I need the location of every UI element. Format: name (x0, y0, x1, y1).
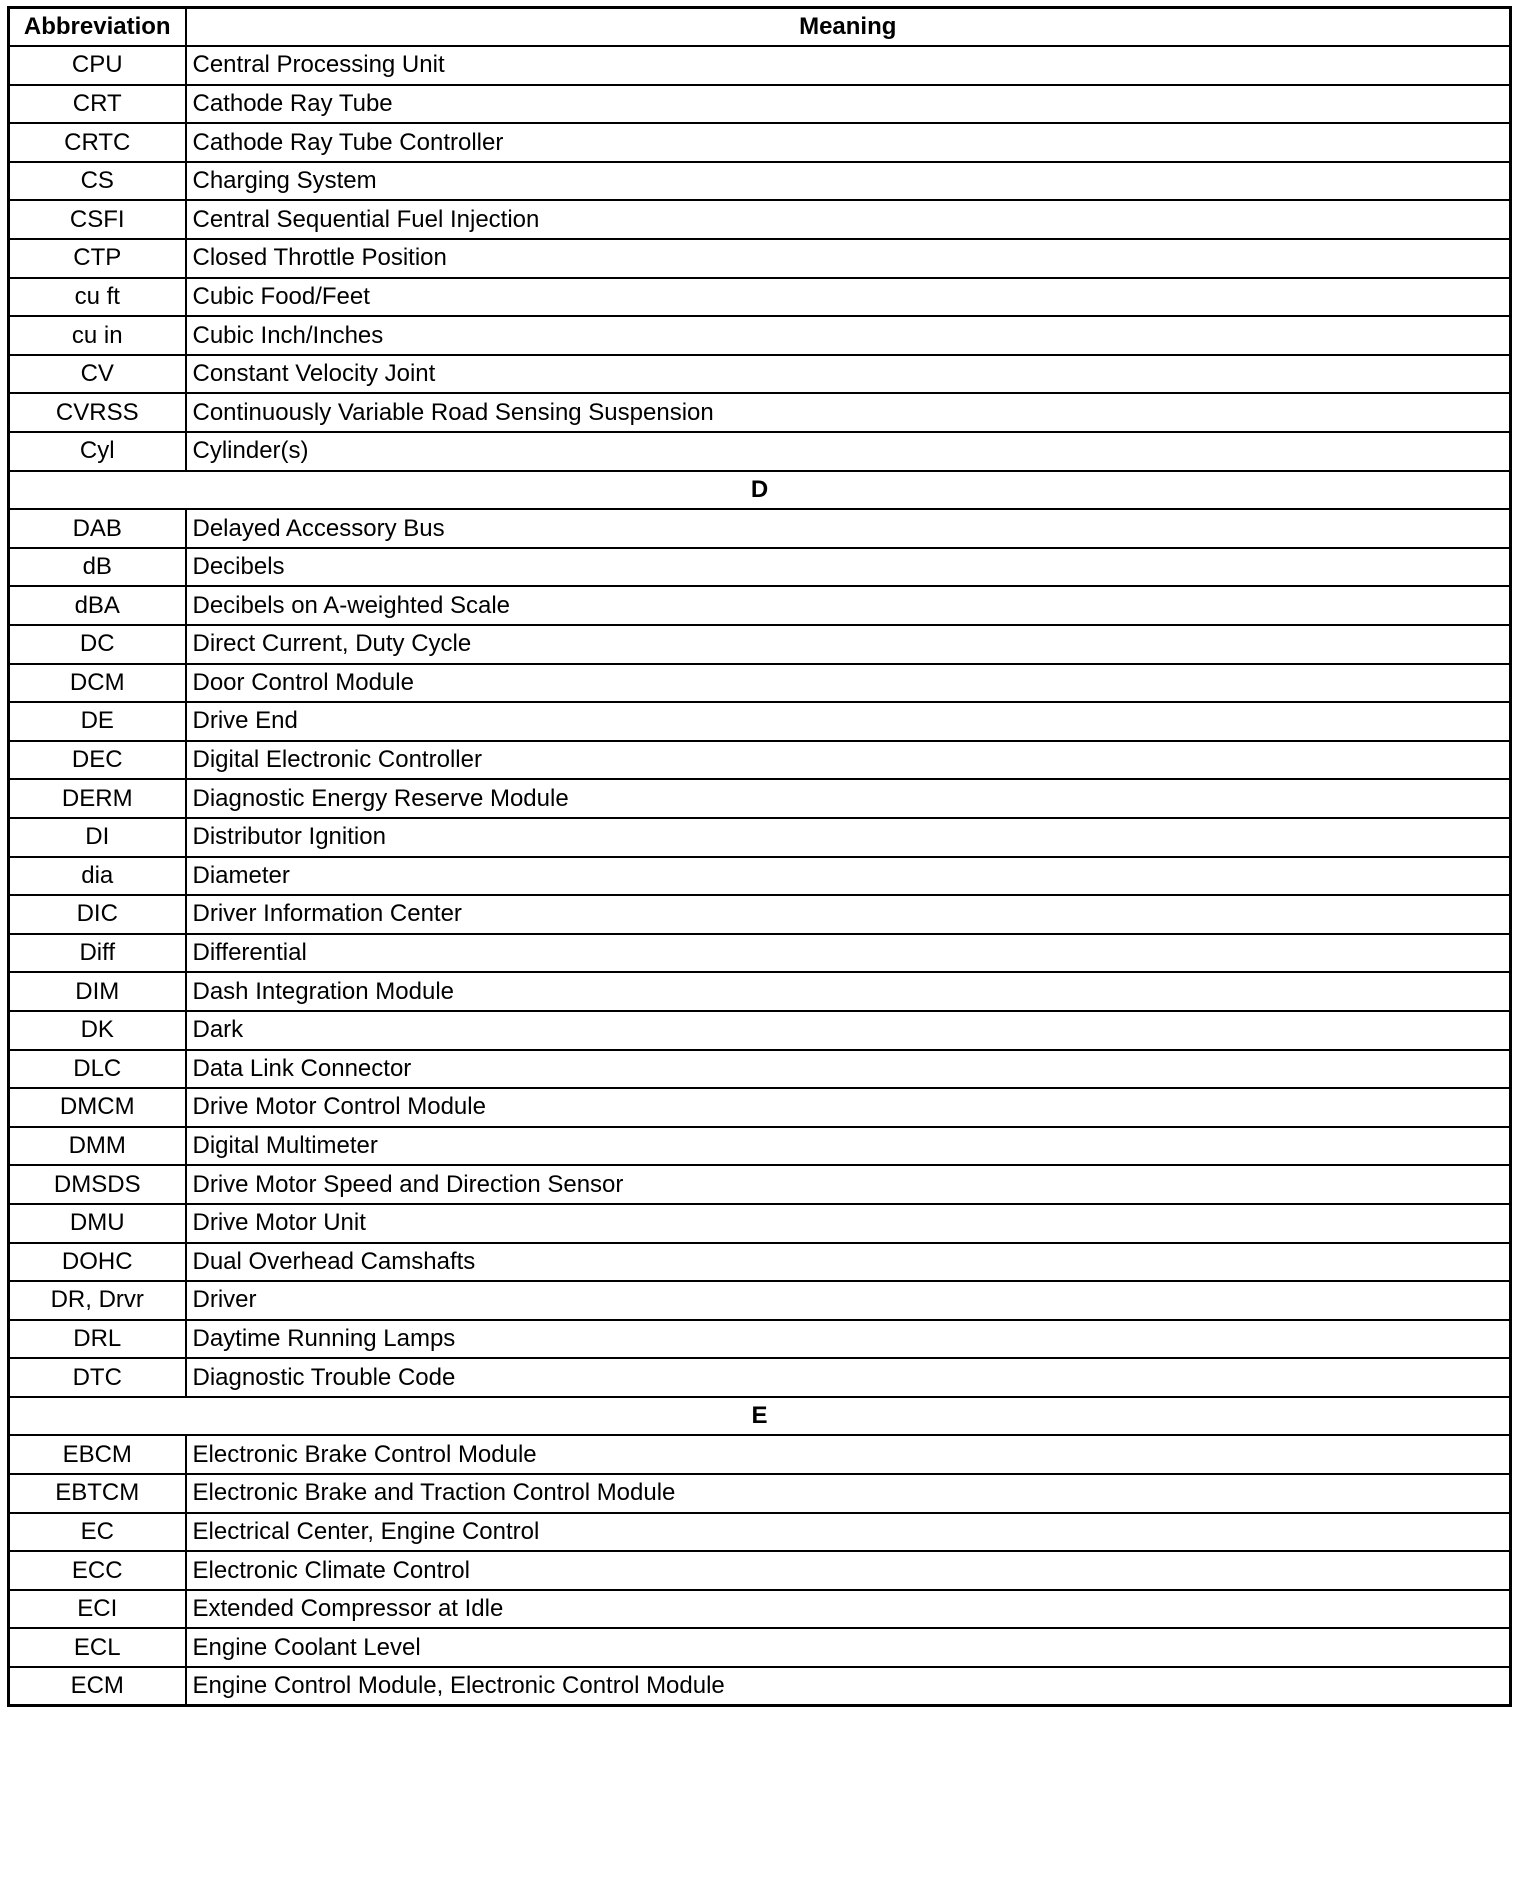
abbreviation-cell: DAB (9, 509, 186, 548)
meaning-cell: Electronic Climate Control (186, 1551, 1511, 1590)
abbreviation-cell: CS (9, 162, 186, 201)
meaning-cell: Drive Motor Control Module (186, 1088, 1511, 1127)
meaning-cell: Engine Control Module, Electronic Control Module (186, 1667, 1511, 1706)
table-row (9, 200, 1511, 239)
meaning-cell: Distributor Ignition (186, 818, 1511, 857)
abbreviation-cell: cu ft (9, 278, 186, 317)
table-row (9, 934, 1511, 973)
table-row (9, 1281, 1511, 1320)
abbreviation-cell: Diff (9, 934, 186, 973)
table-row (9, 741, 1511, 780)
header-row (9, 8, 1511, 47)
abbreviation-cell: cu in (9, 316, 186, 355)
abbreviation-cell: DR, Drvr (9, 1281, 186, 1320)
table-row (9, 702, 1511, 741)
meaning-cell: Digital Multimeter (186, 1127, 1511, 1166)
abbreviation-cell: ECC (9, 1551, 186, 1590)
abbreviation-cell: DLC (9, 1050, 186, 1089)
table-row (9, 818, 1511, 857)
meaning-cell: Data Link Connector (186, 1050, 1511, 1089)
abbreviation-cell: CTP (9, 239, 186, 278)
abbreviation-cell: ECM (9, 1667, 186, 1706)
abbreviation-cell: DRL (9, 1320, 186, 1359)
table-row (9, 316, 1511, 355)
table-row (9, 625, 1511, 664)
meaning-cell: Cubic Inch/Inches (186, 316, 1511, 355)
abbreviation-column-header: Abbreviation (9, 8, 186, 47)
abbreviation-cell: DMCM (9, 1088, 186, 1127)
table-row (9, 393, 1511, 432)
table-row (9, 123, 1511, 162)
abbreviation-table (7, 6, 1512, 1707)
meaning-cell: Diagnostic Trouble Code (186, 1358, 1511, 1397)
abbreviation-cell: CRT (9, 85, 186, 124)
table-row (9, 1358, 1511, 1397)
abbreviation-cell: ECL (9, 1628, 186, 1667)
meaning-cell: Driver (186, 1281, 1511, 1320)
table-row (9, 509, 1511, 548)
abbreviation-cell: DI (9, 818, 186, 857)
abbreviation-cell: CRTC (9, 123, 186, 162)
table-row (9, 1320, 1511, 1359)
table-row (9, 779, 1511, 818)
meaning-cell: Extended Compressor at Idle (186, 1590, 1511, 1629)
meaning-cell: Cubic Food/Feet (186, 278, 1511, 317)
meaning-cell: Closed Throttle Position (186, 239, 1511, 278)
meaning-cell: Delayed Accessory Bus (186, 509, 1511, 548)
table-row (9, 239, 1511, 278)
abbreviation-cell: CPU (9, 46, 186, 85)
section-row (9, 471, 1511, 510)
meaning-cell: Charging System (186, 162, 1511, 201)
abbreviation-cell: ECI (9, 1590, 186, 1629)
abbreviation-cell: DC (9, 625, 186, 664)
meaning-cell: Daytime Running Lamps (186, 1320, 1511, 1359)
table-row (9, 432, 1511, 471)
meaning-cell: Engine Coolant Level (186, 1628, 1511, 1667)
abbreviation-cell: DMU (9, 1204, 186, 1243)
table-row (9, 1050, 1511, 1089)
meaning-cell: Digital Electronic Controller (186, 741, 1511, 780)
abbreviation-cell: CVRSS (9, 393, 186, 432)
table-row (9, 1088, 1511, 1127)
table-row (9, 1667, 1511, 1706)
table-row (9, 548, 1511, 587)
meaning-cell: Electronic Brake Control Module (186, 1435, 1511, 1474)
meaning-cell: Drive Motor Speed and Direction Sensor (186, 1165, 1511, 1204)
abbreviation-cell: CV (9, 355, 186, 394)
table-body (9, 46, 1511, 1706)
section-letter: D (9, 471, 1511, 510)
table-row (9, 1165, 1511, 1204)
meaning-cell: Diameter (186, 857, 1511, 896)
section-row (9, 1397, 1511, 1436)
meaning-cell: Dual Overhead Camshafts (186, 1243, 1511, 1282)
abbreviation-cell: CSFI (9, 200, 186, 239)
abbreviation-cell: DE (9, 702, 186, 741)
table-row (9, 1127, 1511, 1166)
meaning-cell: Dash Integration Module (186, 972, 1511, 1011)
abbreviation-cell: DIC (9, 895, 186, 934)
meaning-cell: Diagnostic Energy Reserve Module (186, 779, 1511, 818)
meaning-cell: Cylinder(s) (186, 432, 1511, 471)
meaning-cell: Drive Motor Unit (186, 1204, 1511, 1243)
meaning-cell: Driver Information Center (186, 895, 1511, 934)
table-row (9, 355, 1511, 394)
meaning-cell: Constant Velocity Joint (186, 355, 1511, 394)
meaning-cell: Electrical Center, Engine Control (186, 1513, 1511, 1552)
meaning-cell: Dark (186, 1011, 1511, 1050)
table-row (9, 46, 1511, 85)
table-row (9, 1628, 1511, 1667)
meaning-cell: Decibels on A-weighted Scale (186, 586, 1511, 625)
abbreviation-cell: DTC (9, 1358, 186, 1397)
table-row (9, 586, 1511, 625)
abbreviation-cell: DCM (9, 664, 186, 703)
table-row (9, 1551, 1511, 1590)
abbreviation-cell: DOHC (9, 1243, 186, 1282)
meaning-cell: Cathode Ray Tube Controller (186, 123, 1511, 162)
table-row (9, 162, 1511, 201)
abbreviation-cell: DMSDS (9, 1165, 186, 1204)
meaning-cell: Central Processing Unit (186, 46, 1511, 85)
table-row (9, 1243, 1511, 1282)
section-letter: E (9, 1397, 1511, 1436)
meaning-cell: Continuously Variable Road Sensing Suspension (186, 393, 1511, 432)
meaning-cell: Door Control Module (186, 664, 1511, 703)
meaning-column-header: Meaning (186, 8, 1511, 47)
table-row (9, 1011, 1511, 1050)
table-row (9, 1435, 1511, 1474)
abbreviation-cell: DEC (9, 741, 186, 780)
abbreviation-cell: Cyl (9, 432, 186, 471)
meaning-cell: Electronic Brake and Traction Control Module (186, 1474, 1511, 1513)
table-row (9, 664, 1511, 703)
abbreviation-cell: DIM (9, 972, 186, 1011)
table-row (9, 895, 1511, 934)
table-row (9, 1590, 1511, 1629)
abbreviation-cell: dBA (9, 586, 186, 625)
meaning-cell: Cathode Ray Tube (186, 85, 1511, 124)
meaning-cell: Drive End (186, 702, 1511, 741)
abbreviation-cell: DMM (9, 1127, 186, 1166)
meaning-cell: Central Sequential Fuel Injection (186, 200, 1511, 239)
meaning-cell: Direct Current, Duty Cycle (186, 625, 1511, 664)
abbreviation-cell: EC (9, 1513, 186, 1552)
table-row (9, 85, 1511, 124)
table-row (9, 1474, 1511, 1513)
abbreviation-cell: dB (9, 548, 186, 587)
meaning-cell: Differential (186, 934, 1511, 973)
table-row (9, 278, 1511, 317)
abbreviation-cell: DERM (9, 779, 186, 818)
abbreviation-cell: EBCM (9, 1435, 186, 1474)
abbreviation-cell: EBTCM (9, 1474, 186, 1513)
meaning-cell: Decibels (186, 548, 1511, 587)
abbreviation-cell: DK (9, 1011, 186, 1050)
table-row (9, 972, 1511, 1011)
table-row (9, 857, 1511, 896)
table-row (9, 1204, 1511, 1243)
abbreviation-cell: dia (9, 857, 186, 896)
table-row (9, 1513, 1511, 1552)
